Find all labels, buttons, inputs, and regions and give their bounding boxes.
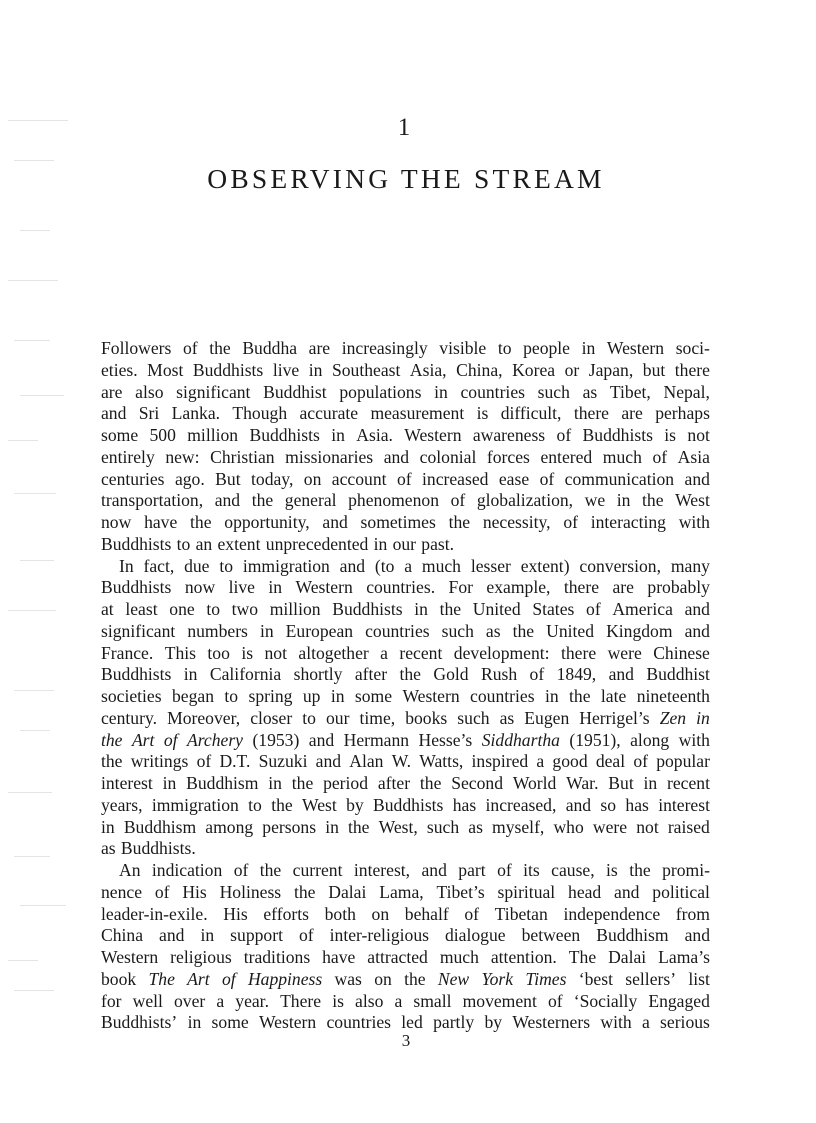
text-line: France. This too is not altogether a recent development: there were Chinese	[101, 642, 710, 663]
text-line: in Buddhism among persons in the West, such as myself, who were not raised	[101, 816, 710, 837]
text-line: entirely new: Christian missionaries and colonial forces entered much of Asia	[101, 446, 710, 467]
text-line: transportation, and the general phenomenon of globalization, we in the West	[101, 490, 710, 511]
bleed-mark	[20, 560, 54, 561]
bleed-mark	[8, 440, 38, 441]
bleed-mark	[20, 730, 50, 731]
text-line: interest in Buddhism in the period after the Second World War. But in recent	[101, 773, 710, 793]
text-line: societies began to spring up in some Western countries in the late nineteenth	[101, 686, 710, 706]
bleed-mark	[14, 340, 50, 341]
text-line: for well over a year. There is also a small movement of ‘Socially Engaged	[101, 990, 710, 1011]
margin-bleed-through	[0, 0, 70, 1010]
text-line: leader-in-exile. His efforts both on behalf of Tibetan independence from	[101, 903, 710, 924]
bleed-mark	[14, 160, 54, 161]
text-line: now have the opportunity, and sometimes the necessity, of interacting with	[101, 512, 710, 532]
paragraph	[101, 860, 710, 1034]
text-line: An indication of the current interest, and part of its cause, is the promi-	[119, 860, 710, 880]
text-line: at least one to two million Buddhists in the United States of America and	[101, 599, 710, 619]
paragraph	[101, 556, 710, 861]
bleed-mark	[14, 856, 50, 857]
bleed-mark	[8, 792, 52, 793]
body-text	[101, 338, 710, 1034]
page-number: 3	[401, 1031, 411, 1050]
bleed-mark	[14, 690, 54, 691]
text-line: Followers of the Buddha are increasingly visible to people in Western soci-	[101, 338, 710, 358]
text-line: China and in support of inter-religious dialogue between Buddhism and	[101, 925, 710, 946]
text-line: years, immigration to the West by Buddhists has increased, and so has interest	[101, 794, 710, 815]
text-line: centuries ago. But today, on account of increased ease of communication and	[101, 468, 710, 489]
text-line: book The Art of Happiness was on the New York Times ‘best sellers’ list	[101, 968, 710, 989]
text-line: as Buddhists.	[101, 838, 196, 859]
chapter-title: OBSERVING THE STREAM	[207, 163, 605, 194]
text-line: some 500 million Buddhists in Asia. Western awareness of Buddhists is not	[101, 425, 710, 445]
chapter-number: 1	[397, 114, 411, 141]
text-line: and Sri Lanka. Though accurate measurement is difficult, there are perhaps	[101, 403, 710, 424]
text-line: Buddhists to an extent unprecedented in our past.	[101, 533, 455, 554]
bleed-mark	[14, 493, 56, 494]
bleed-mark	[8, 280, 58, 281]
text-line: the writings of D.T. Suzuki and Alan W. Watts, inspired a good deal of popular	[101, 751, 710, 772]
bleed-mark	[20, 905, 66, 906]
text-line: nence of His Holiness the Dalai Lama, Tibet’s spiritual head and political	[101, 881, 710, 902]
text-line: significant numbers in European countries such as the United Kingdom and	[101, 620, 710, 641]
text-line: Western religious traditions have attracted much attention. The Dalai Lama’s	[101, 947, 710, 967]
bleed-mark	[20, 230, 50, 231]
text-line: Buddhists now live in Western countries. For example, there are probably	[101, 577, 710, 598]
text-line: century. Moreover, closer to our time, books such as Eugen Herrigel’s Zen in	[101, 707, 710, 728]
bleed-mark	[8, 960, 38, 961]
text-line: are also significant Buddhist populations in countries such as Tibet, Nepal,	[101, 381, 710, 402]
text-line: the Art of Archery (1953) and Hermann Hesse’s Siddhartha (1951), along with	[101, 729, 710, 750]
text-line: Buddhists in California shortly after the Gold Rush of 1849, and Buddhist	[101, 664, 710, 685]
bleed-mark	[14, 990, 54, 991]
bleed-mark	[20, 395, 64, 396]
text-line: In fact, due to immigration and (to a much lesser extent) conversion, many	[119, 555, 710, 576]
paragraph	[101, 338, 710, 556]
text-line: Buddhists’ in some Western countries led partly by Westerners with a serious	[101, 1012, 710, 1033]
text-line: eties. Most Buddhists live in Southeast Asia, China, Korea or Japan, but there	[101, 359, 710, 380]
bleed-mark	[8, 610, 56, 611]
